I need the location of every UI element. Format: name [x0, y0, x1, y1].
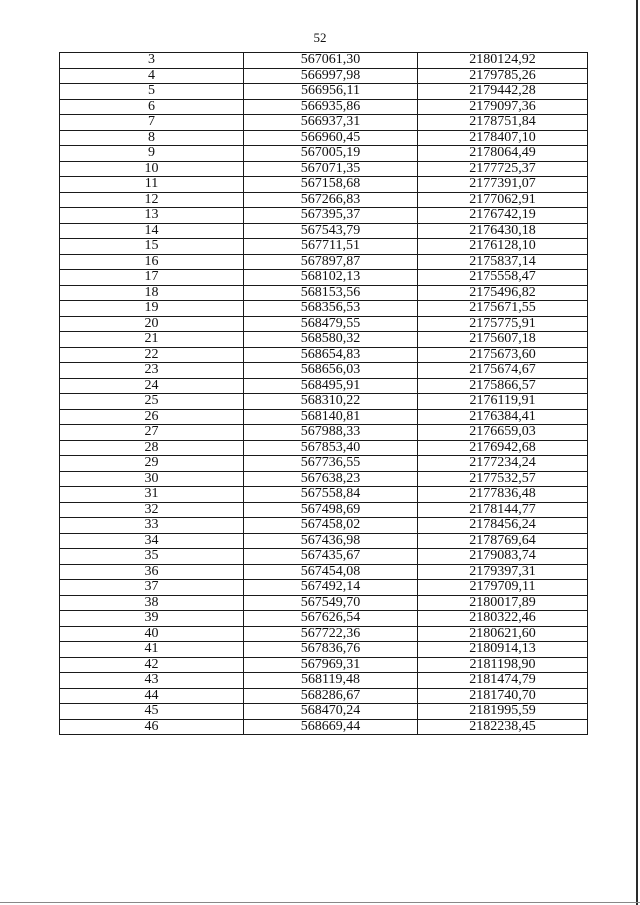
point-number-cell: 35 [60, 549, 244, 565]
y-coordinate-cell: 2179785,26 [418, 68, 588, 84]
y-coordinate-cell: 2178407,10 [418, 130, 588, 146]
y-coordinate-cell: 2177532,57 [418, 471, 588, 487]
table-row [60, 363, 588, 379]
point-number-cell: 6 [60, 99, 244, 115]
table-row [60, 53, 588, 69]
point-number-cell: 40 [60, 626, 244, 642]
table-row [60, 657, 588, 673]
table-row [60, 688, 588, 704]
table-row [60, 84, 588, 100]
y-coordinate-cell: 2175775,91 [418, 316, 588, 332]
y-coordinate-cell: 2176942,68 [418, 440, 588, 456]
table-row [60, 518, 588, 534]
page-number: 52 [313, 30, 327, 45]
x-coordinate-cell: 567454,08 [244, 564, 418, 580]
x-coordinate-cell: 568669,44 [244, 719, 418, 735]
point-number-cell: 23 [60, 363, 244, 379]
table-row [60, 394, 588, 410]
table-row [60, 595, 588, 611]
x-coordinate-cell: 567836,76 [244, 642, 418, 658]
y-coordinate-cell: 2178144,77 [418, 502, 588, 518]
y-coordinate-cell: 2175866,57 [418, 378, 588, 394]
y-coordinate-cell: 2181995,59 [418, 704, 588, 720]
table-row [60, 642, 588, 658]
y-coordinate-cell: 2175671,55 [418, 301, 588, 317]
table-row [60, 208, 588, 224]
point-number-cell: 37 [60, 580, 244, 596]
x-coordinate-cell: 567988,33 [244, 425, 418, 441]
table-row [60, 192, 588, 208]
y-coordinate-cell: 2177234,24 [418, 456, 588, 472]
x-coordinate-cell: 567492,14 [244, 580, 418, 596]
table-row [60, 254, 588, 270]
table-row [60, 564, 588, 580]
y-coordinate-cell: 2179442,28 [418, 84, 588, 100]
x-coordinate-cell: 566960,45 [244, 130, 418, 146]
table-row [60, 719, 588, 735]
table-row [60, 146, 588, 162]
y-coordinate-cell: 2181198,90 [418, 657, 588, 673]
x-coordinate-cell: 567711,51 [244, 239, 418, 255]
x-coordinate-cell: 567395,37 [244, 208, 418, 224]
point-number-cell: 3 [60, 53, 244, 69]
point-number-cell: 18 [60, 285, 244, 301]
point-number-cell: 46 [60, 719, 244, 735]
point-number-cell: 39 [60, 611, 244, 627]
point-number-cell: 10 [60, 161, 244, 177]
point-number-cell: 5 [60, 84, 244, 100]
x-coordinate-cell: 566937,31 [244, 115, 418, 131]
point-number-cell: 7 [60, 115, 244, 131]
point-number-cell: 44 [60, 688, 244, 704]
x-coordinate-cell: 567543,79 [244, 223, 418, 239]
page-edge-right [636, 0, 638, 905]
x-coordinate-cell: 568656,03 [244, 363, 418, 379]
point-number-cell: 36 [60, 564, 244, 580]
x-coordinate-cell: 568119,48 [244, 673, 418, 689]
point-number-cell: 15 [60, 239, 244, 255]
table-row [60, 626, 588, 642]
y-coordinate-cell: 2176384,41 [418, 409, 588, 425]
y-coordinate-cell: 2177725,37 [418, 161, 588, 177]
y-coordinate-cell: 2177836,48 [418, 487, 588, 503]
x-coordinate-cell: 567061,30 [244, 53, 418, 69]
y-coordinate-cell: 2176659,03 [418, 425, 588, 441]
point-number-cell: 4 [60, 68, 244, 84]
table-row [60, 332, 588, 348]
point-number-cell: 8 [60, 130, 244, 146]
table-row [60, 704, 588, 720]
table-row [60, 223, 588, 239]
y-coordinate-cell: 2175837,14 [418, 254, 588, 270]
point-number-cell: 24 [60, 378, 244, 394]
point-number-cell: 25 [60, 394, 244, 410]
table-row [60, 471, 588, 487]
point-number-cell: 32 [60, 502, 244, 518]
y-coordinate-cell: 2175673,60 [418, 347, 588, 363]
point-number-cell: 41 [60, 642, 244, 658]
point-number-cell: 12 [60, 192, 244, 208]
x-coordinate-cell: 568654,83 [244, 347, 418, 363]
x-coordinate-cell: 567897,87 [244, 254, 418, 270]
point-number-cell: 14 [60, 223, 244, 239]
point-number-cell: 26 [60, 409, 244, 425]
table-row [60, 347, 588, 363]
point-number-cell: 27 [60, 425, 244, 441]
x-coordinate-cell: 567626,54 [244, 611, 418, 627]
point-number-cell: 43 [60, 673, 244, 689]
x-coordinate-cell: 568310,22 [244, 394, 418, 410]
y-coordinate-cell: 2180621,60 [418, 626, 588, 642]
table-row [60, 611, 588, 627]
y-coordinate-cell: 2178769,64 [418, 533, 588, 549]
table-row [60, 487, 588, 503]
y-coordinate-cell: 2179397,31 [418, 564, 588, 580]
y-coordinate-cell: 2178064,49 [418, 146, 588, 162]
x-coordinate-cell: 568153,56 [244, 285, 418, 301]
table-row [60, 456, 588, 472]
point-number-cell: 13 [60, 208, 244, 224]
x-coordinate-cell: 567266,83 [244, 192, 418, 208]
x-coordinate-cell: 566956,11 [244, 84, 418, 100]
y-coordinate-cell: 2175558,47 [418, 270, 588, 286]
x-coordinate-cell: 566997,98 [244, 68, 418, 84]
x-coordinate-cell: 567005,19 [244, 146, 418, 162]
x-coordinate-cell: 567498,69 [244, 502, 418, 518]
point-number-cell: 17 [60, 270, 244, 286]
x-coordinate-cell: 568495,91 [244, 378, 418, 394]
y-coordinate-cell: 2181740,70 [418, 688, 588, 704]
table-row [60, 115, 588, 131]
point-number-cell: 22 [60, 347, 244, 363]
y-coordinate-cell: 2180017,89 [418, 595, 588, 611]
table-row [60, 130, 588, 146]
x-coordinate-cell: 568356,53 [244, 301, 418, 317]
x-coordinate-cell: 568479,55 [244, 316, 418, 332]
point-number-cell: 21 [60, 332, 244, 348]
x-coordinate-cell: 568102,13 [244, 270, 418, 286]
point-number-cell: 16 [60, 254, 244, 270]
x-coordinate-cell: 567969,31 [244, 657, 418, 673]
point-number-cell: 11 [60, 177, 244, 193]
table-row [60, 270, 588, 286]
y-coordinate-cell: 2177391,07 [418, 177, 588, 193]
y-coordinate-cell: 2182238,45 [418, 719, 588, 735]
y-coordinate-cell: 2176128,10 [418, 239, 588, 255]
x-coordinate-cell: 568470,24 [244, 704, 418, 720]
x-coordinate-cell: 568286,67 [244, 688, 418, 704]
x-coordinate-cell: 567736,55 [244, 456, 418, 472]
page-edge-bottom [0, 902, 640, 903]
table-row [60, 409, 588, 425]
y-coordinate-cell: 2175496,82 [418, 285, 588, 301]
table-row [60, 177, 588, 193]
y-coordinate-cell: 2176742,19 [418, 208, 588, 224]
point-number-cell: 30 [60, 471, 244, 487]
point-number-cell: 31 [60, 487, 244, 503]
table-row [60, 533, 588, 549]
table-row [60, 673, 588, 689]
table-row [60, 440, 588, 456]
y-coordinate-cell: 2181474,79 [418, 673, 588, 689]
x-coordinate-cell: 568580,32 [244, 332, 418, 348]
x-coordinate-cell: 567436,98 [244, 533, 418, 549]
coordinates-table [59, 52, 588, 735]
table-row [60, 99, 588, 115]
y-coordinate-cell: 2179083,74 [418, 549, 588, 565]
x-coordinate-cell: 567853,40 [244, 440, 418, 456]
point-number-cell: 33 [60, 518, 244, 534]
x-coordinate-cell: 567558,84 [244, 487, 418, 503]
point-number-cell: 28 [60, 440, 244, 456]
y-coordinate-cell: 2176430,18 [418, 223, 588, 239]
y-coordinate-cell: 2180124,92 [418, 53, 588, 69]
point-number-cell: 45 [60, 704, 244, 720]
x-coordinate-cell: 567638,23 [244, 471, 418, 487]
y-coordinate-cell: 2175607,18 [418, 332, 588, 348]
y-coordinate-cell: 2177062,91 [418, 192, 588, 208]
table-row [60, 378, 588, 394]
y-coordinate-cell: 2176119,91 [418, 394, 588, 410]
y-coordinate-cell: 2179709,11 [418, 580, 588, 596]
y-coordinate-cell: 2178751,84 [418, 115, 588, 131]
x-coordinate-cell: 568140,81 [244, 409, 418, 425]
x-coordinate-cell: 567071,35 [244, 161, 418, 177]
table-row [60, 301, 588, 317]
table-row [60, 68, 588, 84]
y-coordinate-cell: 2179097,36 [418, 99, 588, 115]
table-row [60, 239, 588, 255]
coordinates-table-body [60, 53, 588, 735]
point-number-cell: 19 [60, 301, 244, 317]
point-number-cell: 9 [60, 146, 244, 162]
point-number-cell: 38 [60, 595, 244, 611]
x-coordinate-cell: 567722,36 [244, 626, 418, 642]
table-row [60, 425, 588, 441]
table-row [60, 316, 588, 332]
point-number-cell: 29 [60, 456, 244, 472]
x-coordinate-cell: 567158,68 [244, 177, 418, 193]
point-number-cell: 20 [60, 316, 244, 332]
table-row [60, 285, 588, 301]
table-row [60, 580, 588, 596]
x-coordinate-cell: 566935,86 [244, 99, 418, 115]
point-number-cell: 42 [60, 657, 244, 673]
x-coordinate-cell: 567458,02 [244, 518, 418, 534]
point-number-cell: 34 [60, 533, 244, 549]
x-coordinate-cell: 567435,67 [244, 549, 418, 565]
y-coordinate-cell: 2180322,46 [418, 611, 588, 627]
y-coordinate-cell: 2178456,24 [418, 518, 588, 534]
table-row [60, 502, 588, 518]
y-coordinate-cell: 2175674,67 [418, 363, 588, 379]
x-coordinate-cell: 567549,70 [244, 595, 418, 611]
table-row [60, 549, 588, 565]
table-row [60, 161, 588, 177]
y-coordinate-cell: 2180914,13 [418, 642, 588, 658]
